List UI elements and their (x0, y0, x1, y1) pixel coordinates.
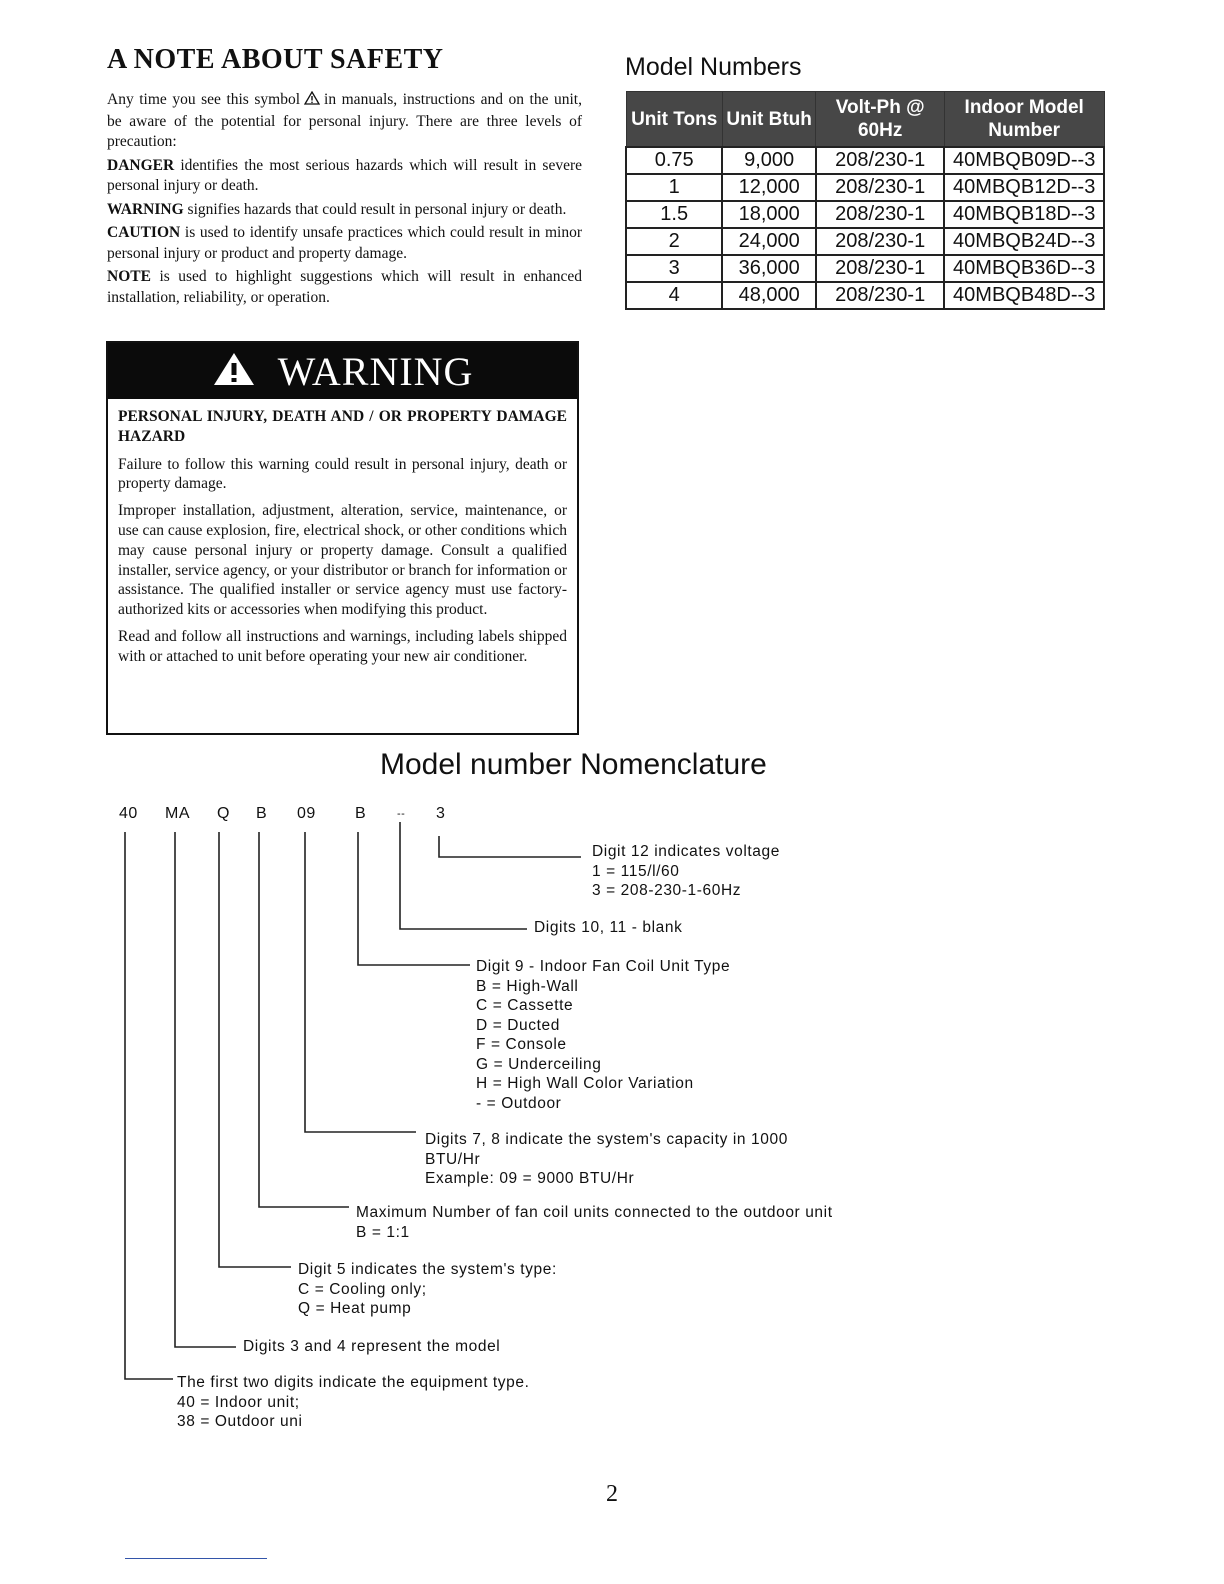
safety-title: A NOTE ABOUT SAFETY (107, 44, 444, 75)
warning-paragraph-2: Improper installation, adjustment, alteration, service, maintenance, or use can cause explosion, fire, electrical shock, or other conditions which may cause personal injury or property damage. Consult a qualified installer, service agency, or your distributor or branch for information or assistance. The qualified installer or service agency must use factory-authorized kits or accessories when modifying this product. (118, 502, 567, 619)
header-unit-tons: Unit Tons (626, 92, 722, 148)
caution-definition: CAUTION is used to identify unsafe practices which could result in minor personal injury or product and property damage. (107, 224, 583, 262)
connector-digit-12 (439, 836, 581, 857)
warning-hazard: PERSONAL INJURY, DEATH AND / OR PROPERTY DAMAGE HAZARD (118, 408, 567, 445)
page-number: 2 (606, 1481, 618, 1507)
header-unit-btuh: Unit Btuh (722, 92, 816, 148)
code-digit-9: B (355, 805, 367, 822)
warning-definition: WARNING signifies hazards that could result in personal injury or death. (107, 200, 567, 218)
connector-digits-1-2 (125, 832, 173, 1379)
desc-digit-5: Digit 5 indicates the system's type: C = Cooling only; Q = Heat pump (298, 1261, 557, 1317)
footer-rule (125, 1558, 267, 1559)
connector-digit-5 (219, 832, 291, 1267)
safety-intro: Any time you see this symbol in manuals, instructions and on the unit, be aware of the potential for personal injury. There are three levels of precaution: (107, 91, 582, 150)
table-row: 4 48,000 208/230-1 40MBQB48D--3 (626, 282, 1104, 309)
desc-digits-1-2: The first two digits indicate the equipment type. 40 = Indoor unit; 38 = Outdoor uni (177, 1374, 530, 1430)
danger-definition: DANGER identifies the most serious hazards which will result in severe personal injury or death. (107, 156, 583, 194)
code-digits-10-11: -- (397, 808, 406, 820)
code-digit-6: B (256, 805, 268, 822)
code-digit-5: Q (217, 805, 230, 822)
header-indoor-model: Indoor Model Number (944, 92, 1104, 148)
header-volt-ph: Volt-Ph @ 60Hz (816, 92, 944, 148)
connector-digits-3-4 (175, 832, 236, 1347)
desc-digit-9: Digit 9 - Indoor Fan Coil Unit Type B = High-Wall C = Cassette D = Ducted F = Console G = Underceiling H = High Wall Color Variation - = Outdoor (476, 958, 731, 1112)
warning-paragraph-3: Read and follow all instructions and warnings, including labels shipped with or attached to unit before operating your new air conditioner. (118, 627, 567, 665)
table-row: 1 12,000 208/230-1 40MBQB12D--3 (626, 174, 1104, 201)
desc-digits-7-8: Digits 7, 8 indicate the system's capacity in 1000 BTU/Hr Example: 09 = 9000 BTU/Hr (425, 1131, 788, 1187)
desc-digits-3-4: Digits 3 and 4 represent the model (243, 1338, 501, 1355)
table-row: 0.75 9,000 208/230-1 40MBQB09D--3 (626, 147, 1104, 174)
connector-digits-10-11 (400, 822, 527, 929)
desc-digit-12: Digit 12 indicates voltage 1 = 115/l/60 3 = 208-230-1-60Hz (592, 843, 780, 899)
code-digits-7-8: 09 (297, 805, 316, 822)
warning-paragraph-1: Failure to follow this warning could result in personal injury, death or property damage. (118, 455, 567, 493)
code-digits-3-4: MA (165, 805, 190, 822)
table-row: 2 24,000 208/230-1 40MBQB24D--3 (626, 228, 1104, 255)
table-row: 3 36,000 208/230-1 40MBQB36D--3 (626, 255, 1104, 282)
table-row: 1.5 18,000 208/230-1 40MBQB18D--3 (626, 201, 1104, 228)
desc-digits-10-11: Digits 10, 11 - blank (534, 919, 683, 936)
connector-digit-6 (259, 832, 349, 1207)
model-numbers-title: Model Numbers (625, 53, 802, 81)
nomenclature-title: Model number Nomenclature (380, 748, 767, 781)
desc-digit-6: Maximum Number of fan coil units connected to the outdoor unit B = 1:1 (356, 1204, 833, 1241)
warning-title: WARNING (277, 348, 474, 394)
code-digit-12: 3 (436, 805, 446, 822)
code-digits-1-2: 40 (119, 805, 138, 822)
connector-digit-9 (358, 832, 470, 965)
note-definition: NOTE is used to highlight suggestions which will result in enhanced installation, reliability, or operation. (107, 268, 583, 306)
